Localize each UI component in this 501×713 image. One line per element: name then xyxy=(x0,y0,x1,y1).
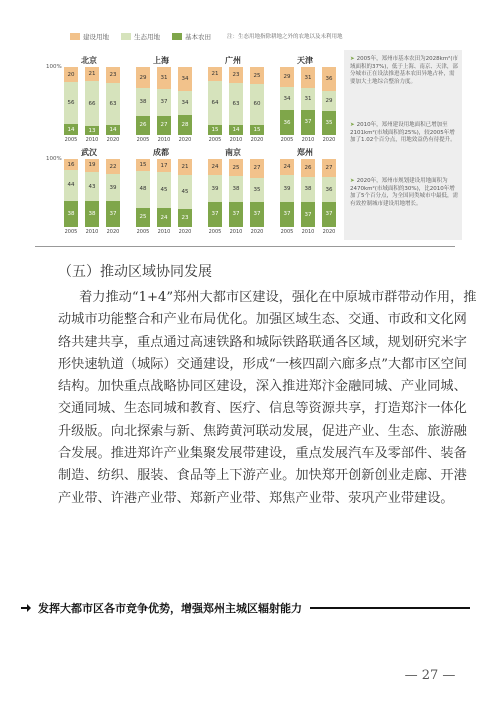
farmland-segment: 38 xyxy=(64,201,78,227)
page-number: — 27 — xyxy=(400,668,460,683)
construction-segment: 36 xyxy=(322,67,336,91)
bar-group xyxy=(208,159,264,227)
arrow-icon: ➤ xyxy=(350,122,355,128)
year-tick-label: 2005 xyxy=(64,137,78,143)
farmland-segment: 26 xyxy=(136,116,150,135)
arrow-icon: ➤ xyxy=(350,56,355,62)
ecological-segment: 31 xyxy=(301,88,315,109)
construction-segment: 26 xyxy=(301,159,315,177)
note-text: 2005年，郑州市基本农田为2028km²(市域面积的37%)，低于上海、南京、天津，部分城市正在设法推进基本农田异地占补，需要加大土地综合整治力度。 xyxy=(350,56,458,85)
construction-segment: 23 xyxy=(229,67,243,83)
stacked-bar xyxy=(178,159,192,227)
ecological-segment: 39 xyxy=(208,175,222,202)
paragraph-text: 着力推动“1+4”郑州大都市区建设，强化在中原城市群带动作用，推动城市功能整合和产业布局优化。加强区域生态、交通、市政和文化网络共建共享，重点通过高速铁路和城际铁路联通各区域，规划研究米字形快速轨道（城际）交通建设，形成“一核四副六廊多点”大都市区空间结构。加快重点战略协同区建设，深入推进郑汴金融同城、产业同城、交通同城、生态同城和教育、医疗、信息等资源共享，打造郑汴一体化升级版。向北探索与新、焦跨黄河联动发展，促进产业、生态、旅游融合发展。推进郑许产业集聚发展带建设，重点发展汽车及零部件、装备制造、纺织、服装、食品等上下游产业。加快郑开创新创业走廊、开港产业带、许港产业带、郑新产业带、郑焦产业带、荥巩产业带建设。 xyxy=(58,290,477,506)
construction-segment: 29 xyxy=(280,67,294,87)
ecological-segment: 64 xyxy=(208,81,222,125)
construction-segment: 23 xyxy=(106,67,120,83)
farmland-segment: 37 xyxy=(250,202,264,227)
farmland-segment: 37 xyxy=(106,201,120,227)
farmland-segment: 35 xyxy=(322,111,336,135)
stacked-bar xyxy=(208,67,222,135)
x-axis-labels xyxy=(64,229,120,235)
stacked-bar xyxy=(64,159,78,227)
farmland-segment: 27 xyxy=(157,116,171,135)
construction-segment: 16 xyxy=(64,159,78,170)
city-name: 天津 xyxy=(297,56,313,65)
ecological-segment: 66 xyxy=(85,81,99,126)
city-name: 郑州 xyxy=(297,148,313,157)
x-axis-labels xyxy=(136,137,192,143)
heading-rule xyxy=(310,607,470,609)
section-divider xyxy=(35,246,455,247)
section-title: （五）推动区域协同发展 xyxy=(58,264,212,280)
stacked-bar xyxy=(280,159,294,227)
stacked-bar xyxy=(85,159,99,227)
farmland-segment: 36 xyxy=(280,110,294,135)
ecological-segment: 39 xyxy=(106,174,120,201)
stacked-bar xyxy=(280,67,294,135)
year-tick-label: 2005 xyxy=(280,229,294,235)
legend-swatch-ecological xyxy=(121,33,131,40)
legend-label: 建设用地 xyxy=(83,32,109,41)
year-tick-label: 2010 xyxy=(301,137,315,143)
year-tick-label: 2005 xyxy=(280,137,294,143)
farmland-segment: 37 xyxy=(301,110,315,135)
farmland-segment: 28 xyxy=(178,115,192,135)
subsection-heading xyxy=(20,600,470,616)
year-tick-label: 2020 xyxy=(250,137,264,143)
year-tick-label: 2010 xyxy=(229,137,243,143)
construction-segment: 24 xyxy=(208,159,222,175)
axis-label-top: 100% xyxy=(46,64,62,70)
ecological-segment: 60 xyxy=(250,84,264,125)
farmland-segment: 15 xyxy=(250,125,264,135)
city-chart xyxy=(54,147,124,239)
bar-group xyxy=(208,67,264,135)
stacked-bar xyxy=(157,159,171,227)
construction-segment: 27 xyxy=(322,159,336,177)
stacked-bar xyxy=(157,67,171,135)
construction-segment: 19 xyxy=(85,159,99,172)
bar-group xyxy=(64,159,120,227)
bar-group xyxy=(64,67,120,135)
farmland-segment: 37 xyxy=(208,202,222,227)
construction-segment: 24 xyxy=(280,159,294,175)
ecological-segment: 35 xyxy=(250,178,264,202)
farmland-segment: 37 xyxy=(280,202,294,227)
x-axis-labels xyxy=(280,229,336,235)
farmland-segment: 37 xyxy=(301,202,315,227)
stacked-bar xyxy=(106,67,120,135)
stacked-bar xyxy=(301,67,315,135)
bar-group xyxy=(136,67,192,135)
ecological-segment: 36 xyxy=(322,177,336,201)
stacked-bar xyxy=(208,159,222,227)
year-tick-label: 2020 xyxy=(250,229,264,235)
farmland-segment: 37 xyxy=(229,202,243,227)
ecological-segment: 63 xyxy=(229,83,243,126)
ecological-segment: 63 xyxy=(106,83,120,126)
ecological-segment: 38 xyxy=(136,88,150,116)
legend-swatch-construction xyxy=(70,33,80,40)
stacked-bar xyxy=(301,159,315,227)
chart-legend xyxy=(70,30,343,42)
city-chart xyxy=(54,55,124,147)
legend-label: 基本农田 xyxy=(185,32,211,41)
ecological-segment: 38 xyxy=(229,176,243,202)
farmland-segment: 15 xyxy=(208,125,222,135)
farmland-segment: 23 xyxy=(178,209,192,227)
x-axis-labels xyxy=(208,137,264,143)
construction-segment: 25 xyxy=(229,159,243,176)
legend-item-construction xyxy=(70,32,109,41)
ecological-segment: 29 xyxy=(322,91,336,111)
axis-label-bottom: 100% xyxy=(46,156,62,162)
farmland-segment: 37 xyxy=(322,202,336,227)
year-tick-label: 2005 xyxy=(136,137,150,143)
city-name: 广州 xyxy=(225,56,241,65)
city-name: 北京 xyxy=(81,56,97,65)
city-name: 上海 xyxy=(153,56,169,65)
construction-segment: 21 xyxy=(178,159,192,175)
farmland-segment: 14 xyxy=(64,124,78,135)
year-tick-label: 2010 xyxy=(301,229,315,235)
ecological-segment: 45 xyxy=(157,172,171,208)
stacked-bar xyxy=(106,159,120,227)
year-tick-label: 2020 xyxy=(106,229,120,235)
construction-segment: 31 xyxy=(301,67,315,88)
construction-segment: 34 xyxy=(178,67,192,91)
construction-segment: 21 xyxy=(85,67,99,81)
ecological-segment: 34 xyxy=(178,91,192,115)
subsection-heading-text: 发挥大都市区各市竞争优势，增强郑州主城区辐射能力 xyxy=(38,602,302,615)
legend-swatch-farmland xyxy=(172,33,182,40)
note-entry xyxy=(350,178,458,208)
city-chart xyxy=(126,55,196,147)
city-chart xyxy=(198,147,268,239)
farmland-segment: 13 xyxy=(85,126,99,135)
year-tick-label: 2020 xyxy=(322,229,336,235)
farmland-segment: 25 xyxy=(136,208,150,227)
year-tick-label: 2020 xyxy=(322,137,336,143)
year-tick-label: 2005 xyxy=(136,229,150,235)
stacked-bar xyxy=(229,67,243,135)
city-chart xyxy=(126,147,196,239)
year-tick-label: 2005 xyxy=(64,229,78,235)
stacked-bar xyxy=(250,67,264,135)
legend-item-farmland xyxy=(172,32,211,41)
bar-group xyxy=(280,67,336,135)
x-axis-labels xyxy=(136,229,192,235)
ecological-segment: 56 xyxy=(64,82,78,124)
stacked-bar xyxy=(136,159,150,227)
year-tick-label: 2020 xyxy=(106,137,120,143)
stacked-bar xyxy=(136,67,150,135)
year-tick-label: 2005 xyxy=(208,229,222,235)
stacked-bar xyxy=(250,159,264,227)
x-axis-labels xyxy=(208,229,264,235)
ecological-segment: 39 xyxy=(280,175,294,202)
bar-group xyxy=(280,159,336,227)
farmland-segment: 14 xyxy=(229,125,243,135)
year-tick-label: 2010 xyxy=(85,229,99,235)
ecological-segment: 45 xyxy=(178,175,192,209)
stacked-bar xyxy=(229,159,243,227)
note-entry xyxy=(350,56,458,86)
construction-segment: 22 xyxy=(106,159,120,174)
year-tick-label: 2010 xyxy=(229,229,243,235)
arrow-right-icon xyxy=(20,602,32,614)
body-paragraph xyxy=(58,287,478,510)
x-axis-labels xyxy=(64,137,120,143)
city-chart xyxy=(270,147,340,239)
construction-segment: 27 xyxy=(250,159,264,178)
ecological-segment: 48 xyxy=(136,171,150,208)
year-tick-label: 2010 xyxy=(85,137,99,143)
notes-panel xyxy=(344,50,462,240)
farmland-segment: 38 xyxy=(85,201,99,227)
farmland-segment: 14 xyxy=(106,125,120,135)
ecological-segment: 43 xyxy=(85,172,99,201)
stacked-bar xyxy=(85,67,99,135)
note-text: 2010年，郑州建设用地面积已增加至2101km²(市域面积的25%)，较2005年增加了1.02个百分点，用地效益仍有待提升。 xyxy=(350,122,456,143)
stacked-bar xyxy=(322,67,336,135)
year-tick-label: 2020 xyxy=(178,137,192,143)
farmland-segment: 24 xyxy=(157,208,171,227)
stacked-bar xyxy=(64,67,78,135)
construction-segment: 25 xyxy=(250,67,264,84)
year-tick-label: 2010 xyxy=(157,229,171,235)
stacked-bar xyxy=(178,67,192,135)
city-chart xyxy=(198,55,268,147)
legend-item-ecological xyxy=(121,32,160,41)
city-chart xyxy=(270,55,340,147)
year-tick-label: 2005 xyxy=(208,137,222,143)
bar-group xyxy=(136,159,192,227)
city-name: 南京 xyxy=(225,148,241,157)
year-tick-label: 2020 xyxy=(178,229,192,235)
city-name: 武汉 xyxy=(81,148,97,157)
stacked-bar xyxy=(322,159,336,227)
x-axis-labels xyxy=(280,137,336,143)
ecological-segment: 44 xyxy=(64,170,78,201)
ecological-segment: 34 xyxy=(280,87,294,110)
construction-segment: 29 xyxy=(136,67,150,88)
legend-note: 注：生态用地指除耕地之外的农地以及未利用地 xyxy=(227,34,343,40)
construction-segment: 20 xyxy=(64,67,78,82)
construction-segment: 15 xyxy=(136,159,150,171)
city-name: 成都 xyxy=(153,148,169,157)
construction-segment: 31 xyxy=(157,67,171,89)
ecological-segment: 38 xyxy=(301,177,315,203)
construction-segment: 17 xyxy=(157,159,171,172)
construction-segment: 21 xyxy=(208,67,222,81)
ecological-segment: 37 xyxy=(157,89,171,115)
arrow-icon: ➤ xyxy=(350,178,355,184)
legend-label: 生态用地 xyxy=(134,32,160,41)
note-entry xyxy=(350,122,458,145)
note-text: 2020年，郑州市规划建设用地面积为2470km²(市域面积的30%)，比2010年增加了5个百分点，为全国同类城市中最低，需有效控制城市建设用地增长。 xyxy=(350,178,459,207)
year-tick-label: 2010 xyxy=(157,137,171,143)
